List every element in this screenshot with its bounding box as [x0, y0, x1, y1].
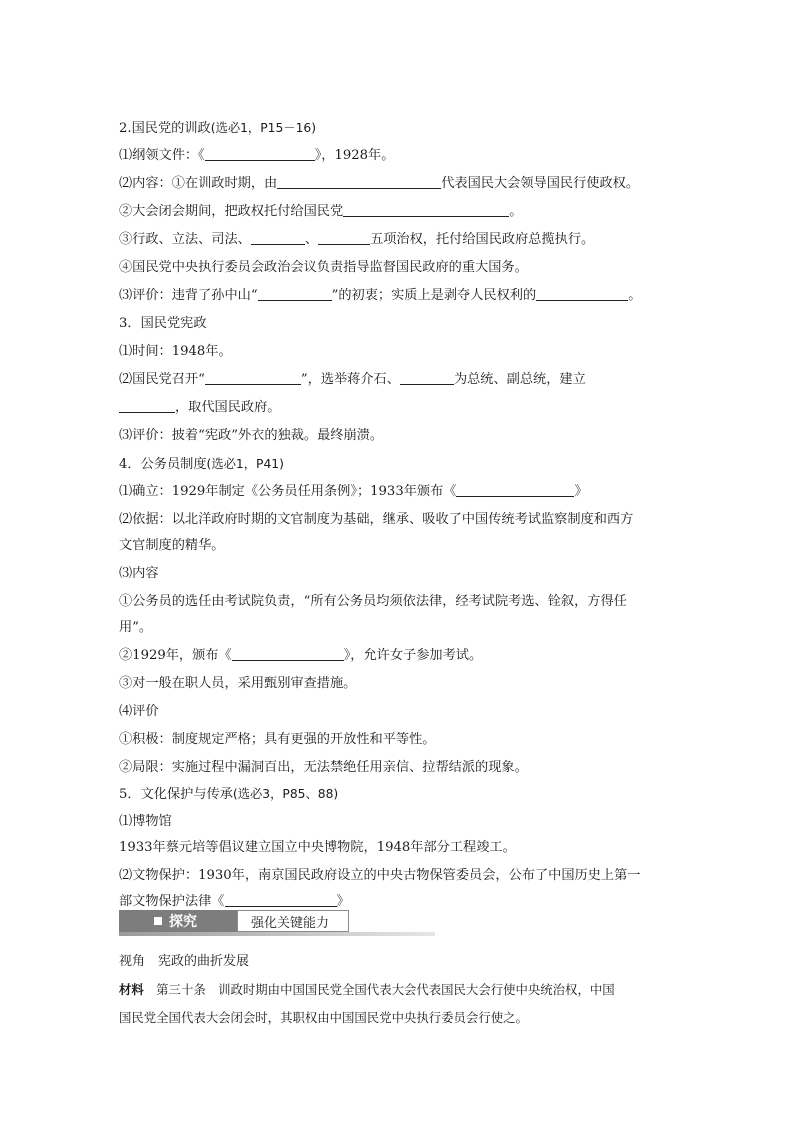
banner-gradient-bar — [119, 932, 435, 936]
section-2-heading: 2.国民党的训政(选必1，P15－16) — [119, 121, 317, 136]
material-label: 材料 — [119, 982, 144, 997]
section-5-heading: 5．文化保护与传承(选必3，P85、88) — [119, 787, 339, 802]
section-banner — [119, 910, 435, 936]
perspective-heading: 视角 宪政的曲折发展 — [119, 954, 250, 969]
blank-line — [277, 174, 441, 189]
content-line-4: ④国民党中央执行委员会政治会议负责指导监督国民政府的重大国务。 — [119, 260, 528, 275]
assembly-line-cont: ，取代国民政府。 — [119, 398, 281, 418]
blank-line — [258, 286, 332, 301]
screening-line: ③对一般在职人员，采用甄别审查措施。 — [119, 676, 357, 691]
content-heading: ⑶内容 — [119, 566, 159, 581]
assembly-line: ⑵国民党召开“ ”，选举蒋介石、 为总统、副总统，建立 — [119, 372, 586, 387]
promulgation-line: ②1929年，颁布《 》，允许女子参加考试。 — [119, 648, 483, 663]
section-3-heading: 3．国民党宪政 — [119, 316, 207, 331]
blank-line — [343, 202, 509, 217]
material-line-2: 国民党全国代表大会闭会时，其职权由中国国民党中央执行委员会行使之。 — [119, 1010, 528, 1025]
selection-line: ①公务员的选任由考试院负责，“所有公务员均须依法律，经考试院考选、铨叙，方得任 — [119, 594, 627, 609]
time-line: ⑴时间：1948年。 — [119, 344, 232, 359]
blank-line — [119, 398, 175, 413]
blank-line — [318, 230, 370, 245]
relics-line-cont: 部文物保护法律《 》 — [119, 894, 350, 909]
selection-line-cont: 用”。 — [119, 620, 153, 635]
banner-light-label: 强化关键能力 — [251, 916, 330, 931]
blank-line — [456, 482, 574, 497]
blank-line — [251, 230, 305, 245]
limitation-line: ②局限：实施过程中漏洞百出，无法禁绝任用亲信、拉帮结派的现象。 — [119, 760, 528, 775]
content-line-2: ②大会闭会期间，把政权托付给国民党 。 — [119, 204, 523, 219]
content-line-1: ⑵内容：①在训政时期，由 代表国民大会领导国民行使政权。 — [119, 176, 640, 191]
museum-heading: ⑴博物馆 — [119, 814, 172, 829]
material-line-1: 材料 第三十条 训政时期由中国国民党全国代表大会代表国民大会行使中央统治权，中国 — [119, 982, 615, 997]
blank-line — [400, 370, 454, 385]
source-reference: (选必1，P41) — [206, 457, 284, 471]
blank-line — [225, 892, 337, 907]
museum-line: 1933年蔡元培等倡议建立国立中央博物院，1948年部分工程竣工。 — [119, 840, 516, 855]
positive-line: ①积极：制度规定严格；具有更强的开放性和平等性。 — [119, 732, 436, 747]
relics-line: ⑵文物保护：1930年，南京国民政府设立的中央古物保管委员会，公布了中国历史上第一 — [119, 868, 641, 883]
section-4-heading: 4．公务员制度(选必1，P41) — [119, 457, 284, 472]
square-bullet-icon — [154, 917, 162, 925]
banner-dark-label: 探究 — [169, 914, 197, 930]
blank-line — [205, 146, 315, 161]
evaluation-line: ⑶评价：违背了孙中山“ ”的初衷；实质上是剥夺人民权利的 。 — [119, 288, 642, 303]
content-line-3: ③行政、立法、司法、 、 五项治权，托付给国民政府总揽执行。 — [119, 232, 595, 247]
source-reference: (选必1，P15－16) — [210, 121, 317, 135]
banner-dark-tab — [119, 910, 237, 932]
source-reference: (选必3，P85、88) — [232, 787, 339, 801]
blank-line — [536, 286, 628, 301]
program-document-line: ⑴纲领文件：《 》，1928年。 — [119, 148, 395, 163]
blank-line — [232, 646, 344, 661]
blank-line — [205, 370, 301, 385]
constitution-evaluation: ⑶评价：披着“宪政”外衣的独裁。最终崩溃。 — [119, 428, 384, 443]
basis-line-cont: 文官制度的精华。 — [119, 538, 225, 553]
basis-line: ⑵依据：以北洋政府时期的文官制度为基础，继承、吸收了中国传统考试监察制度和西方 — [119, 512, 634, 527]
establishment-line: ⑴确立：1929年制定《公务员任用条例》；1933年颁布《 》 — [119, 484, 588, 499]
evaluation-heading: ⑷评价 — [119, 704, 159, 719]
banner-light-tab — [237, 910, 349, 932]
